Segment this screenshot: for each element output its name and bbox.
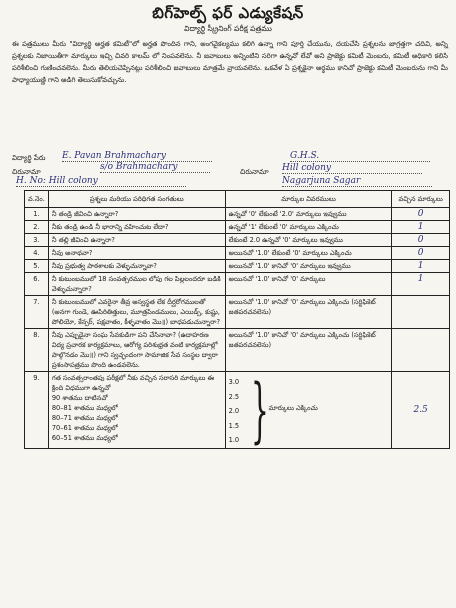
school-address-line2: Nagarjuna Sagar xyxy=(282,176,432,187)
table-row xyxy=(25,273,450,296)
header-score: వచ్చిన మార్కులు xyxy=(392,191,450,208)
grade-item: 70–61 శాతము మధ్యలో xyxy=(51,424,118,432)
table-row xyxy=(25,296,450,329)
row-number: 2. xyxy=(25,221,49,234)
grade-item: 90 శాతము దాటినచో xyxy=(51,394,108,402)
row-score xyxy=(392,329,450,372)
row-score: 0 xyxy=(392,247,450,260)
row-number: 8. xyxy=(25,329,49,372)
row-marks-rule: అయినచో '1.0' కానిచో '0' మార్కులు xyxy=(225,273,392,296)
table-row xyxy=(25,234,450,247)
row-question: నీ తల్లి జీవించి ఉన్నారా? xyxy=(48,234,225,247)
row-question: గత సంవత్సరాంతపు పరీక్షలో నీకు వచ్చిన సరాసరి మార్కులు ఈ క్రింది విధముగా ఉన్నచో xyxy=(51,374,215,392)
row-number: 5. xyxy=(25,260,49,273)
school-name-value: G.H.S. xyxy=(290,151,430,162)
table-row xyxy=(25,372,450,449)
row-question-grades xyxy=(48,372,225,449)
points-value: 2.5 xyxy=(228,392,240,401)
grade-item: 80–81 శాతము మధ్యలో xyxy=(51,404,118,412)
row-score: 1 xyxy=(392,260,450,273)
row-marks-rule: అయినచో '1.0' లేకుంటే '0' మార్కులు ఎక్కించు xyxy=(225,247,392,260)
points-value: 1.5 xyxy=(228,421,240,430)
row-score: 1 xyxy=(392,273,450,296)
row-question: నీవు అనాథవా? xyxy=(48,247,225,260)
row-question: నీ కుటుంబములో ఎవరైనా తీవ్ర అస్వస్థత లేక దీర్ఘరోగములతో (అనగా గుండె, ఊపిరితిత్తులు, మూత్రపిండములు, ఎయిడ్స్, కుష్టు, పోలియో, కేన్సర్, పక్షవాతం, కీళ్ళవాతం మొ॥) బాధపడుచున్నారా? xyxy=(48,296,225,329)
form-subtitle: విద్యార్థి స్క్రీనింగ్ పరీక్ష పత్రము xyxy=(184,24,272,33)
table-row xyxy=(25,208,450,221)
row-score: 1 xyxy=(392,221,450,234)
header-question: ప్రశ్నలు మరియు పరిధిగత సంగతులు xyxy=(48,191,225,208)
row-question: నీ తండ్రి జీవించి ఉన్నారా? xyxy=(48,208,225,221)
row-marks-rule: అయినచో '1.0' కానిచో '0' మార్కులు ఇవ్వుము xyxy=(225,260,392,273)
row-marks-rule: లేకుంటే 2.0 ఉన్నచో '0' మార్కులు ఇవ్వుము xyxy=(225,234,392,247)
points-box xyxy=(228,369,389,451)
row-number: 6. xyxy=(25,273,49,296)
instructions-paragraph: ఈ పత్రములు మీరు "విద్యార్థి అర్హత కమిటీ"లో అర్హత పొందిన గాని, అంగవైకల్యము కలిగి ఉన్నా గాని పూర్తి చేయును, దయచేసి ప్రశ్నలను జాగ్రత్తగా చదివి, అన్ని ప్రశ్నలకు నిజాయితీగా మార్కులు ఇచ్చి చివరి కాలమ్ లో నింపవలెను. నీ జవాబులు అన్నింటిని సరిగా ఉన్నవో లేవో అని ప్రాజెక్టు కమిటీ మెంబరు, కమిటీ అధికారి కలిసి పరిశీలించి గుణించవలెను. మీరు తెలియచెప్పినట్లు పరిశీలించి జవాబులు మాత్రమే వ్రాయవలెను. ఒకవేళ ఏ ప్రశ్నకైనా అర్థము కానిచో ప్రాజెక్టు కమిటీ మెంబరును గాని మీ పాధ్యాయుణ్ణి గాని అడిగి తెలుసుకోవచ్చును. xyxy=(12,40,448,84)
table-row xyxy=(25,247,450,260)
curly-brace-icon: } xyxy=(250,369,269,451)
row-score: 0 xyxy=(392,208,450,221)
row-number: 9. xyxy=(25,372,49,449)
table-row xyxy=(25,221,450,234)
row-question: నీవు ప్రభుత్వ పాఠశాలకు వెళ్ళుచున్నావా? xyxy=(48,260,225,273)
row-question: నీకు తండ్రి ఉండి నీ భారాన్ని వహించుట లేదా? xyxy=(48,221,225,234)
student-name-value: E. Pavan Brahmachary xyxy=(62,151,212,162)
points-value: 1.0 xyxy=(228,436,240,444)
row-marks-rule: అయినచో '1.0' కానిచో '0' మార్కులు ఎక్కించు (సర్టిఫికెట్ జతపరచవలెను) xyxy=(225,296,392,329)
row-marks-rule: అయినచో '1.0' కానిచో '0' మార్కులు ఎక్కించు (సర్టిఫికెట్ జతపరచవలెను) xyxy=(225,329,392,372)
header-number: వ.నెం. xyxy=(25,191,49,208)
table-row xyxy=(25,329,450,372)
screening-table xyxy=(24,190,450,449)
school-address-label: చిరునామా xyxy=(240,168,269,176)
row-marks-rule xyxy=(225,369,392,451)
row-score: 0 xyxy=(392,234,450,247)
points-list xyxy=(229,375,240,448)
address-label: చిరునామా xyxy=(12,168,41,176)
points-value: 2.0 xyxy=(228,407,240,415)
grade-item: 80–71 శాతము మధ్యలో xyxy=(51,414,118,422)
row-question: నీవు ఎప్పుడైనా సంఘ సేవకుడిగా పని చేసినావా? (ఉదాహరణ విద్య ప్రచారక కార్యక్రమాలు, ఆరోగ్య పరిశుభ్రత వంటి కార్యక్రమాల్లో పాల్గొనడం మొ॥) గాని స్వచ్ఛందంగా సామాజిక సేవ సంస్థల ద్వారా ప్రశంసాపత్రము పొంది ఉండవలెను. xyxy=(48,329,225,372)
table-header-row xyxy=(25,191,450,208)
header-marks: మార్కుల వివరములు xyxy=(225,191,392,208)
row-score xyxy=(392,296,450,329)
grade-list xyxy=(52,393,222,443)
row-number: 7. xyxy=(25,296,49,329)
row-score: 2.5 xyxy=(392,372,450,449)
form-title: బిగ్‌హెల్ప్ ఫర్ ఎడ్యుకేషన్ xyxy=(152,4,304,22)
address-value: H. No: Hill colony xyxy=(16,176,186,187)
father-name-value: s/o Brahmachary xyxy=(100,162,210,173)
row-question: నీ కుటుంబములో 18 సంవత్సరముల లోపు గల పిల్లలందరూ బడికి వెళ్ళుచున్నారా? xyxy=(48,273,225,296)
table-row xyxy=(25,260,450,273)
school-address-value: Hill colony xyxy=(282,163,422,174)
row-number: 1. xyxy=(25,208,49,221)
row-number: 3. xyxy=(25,234,49,247)
points-value: 3.0 xyxy=(228,378,240,386)
student-name-label: విద్యార్థి పేరు xyxy=(12,154,46,162)
grade-item: 60–51 శాతము మధ్యలో xyxy=(51,434,118,442)
row-marks-rule: ఉన్నచో '0' లేకుంటే '2.0' మార్కులు ఇవ్వుము xyxy=(225,208,392,221)
marks-instruction: మార్కులు ఎక్కించు xyxy=(268,404,318,412)
row-marks-rule: ఉన్నచో '1' లేకుంటే '0' మార్కులు ఎక్కించు xyxy=(225,221,392,234)
row-number: 4. xyxy=(25,247,49,260)
